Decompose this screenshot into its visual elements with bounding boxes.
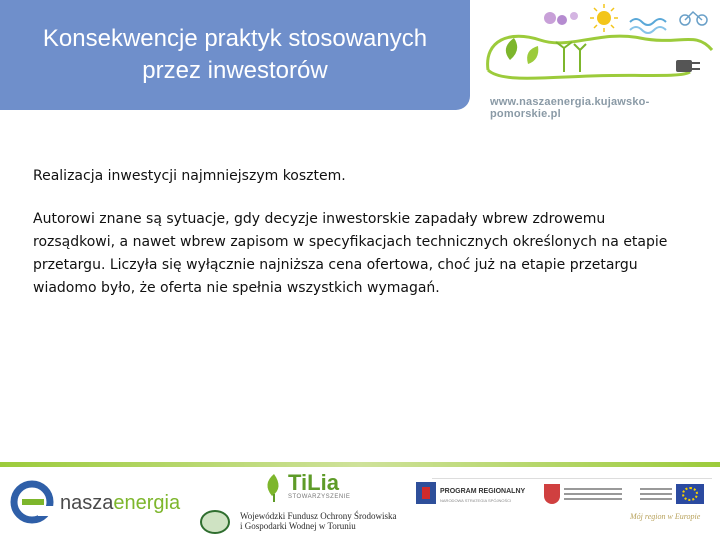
header-banner <box>480 0 720 118</box>
motto-text: Mój region w Europie <box>630 512 701 521</box>
eu-text <box>640 488 672 503</box>
logo-separator <box>432 478 712 479</box>
kujawsko-pomorskie-logo <box>544 484 624 506</box>
wfos-seal-icon <box>200 510 230 534</box>
leaf-icon <box>506 38 538 64</box>
footer-divider <box>0 462 720 467</box>
tilia-leaf-icon <box>262 472 286 502</box>
eu-logo <box>640 484 704 506</box>
nasza-energia-logo <box>8 478 198 528</box>
slide-title-line-1: Konsekwencje praktyk stosowanych <box>42 25 428 52</box>
nasza-energia-prefix: nasza <box>60 492 114 514</box>
coat-of-arms-icon <box>544 484 560 504</box>
tilia-subtitle: STOWARZYSZENIE <box>288 494 351 500</box>
body-heading: Realizacja inwestycji najmniejszym kosztem. <box>33 168 346 184</box>
program-regionalny-logo <box>416 482 526 508</box>
wfos-line-1: Wojewódzki Fundusz Ochrony Środowiska <box>240 511 397 521</box>
sun-icon <box>590 4 618 32</box>
wfos-line-2: i Gospodarki Wodnej w Toruniu <box>240 521 356 531</box>
eu-flag-icon <box>676 484 704 504</box>
wfos-text <box>240 511 397 531</box>
kujawsko-pomorskie-text <box>564 488 622 503</box>
tilia-logo <box>262 470 362 506</box>
nasza-energia-wordmark <box>60 492 180 515</box>
green-energy-illustration <box>480 0 720 96</box>
biomass-icon <box>544 12 578 25</box>
banner-url[interactable]: www.naszaenergia.kujawsko-pomorskie.pl <box>490 96 650 120</box>
body-paragraph: Autorowi znane są sytuacje, gdy decyzje inwestorskie zapadały wbrew zdrowemu rozsądkowi, a nawet wbrew zapisom w specyfikacjach technicznych określonych na etapie przetargu. Liczyła się wyłącznie najniższa cena ofertowa, choć już na etapie przetargu wiadomo było, że oferta nie spełnia wszystkich wymagań. <box>33 211 668 296</box>
nasza-energia-suffix: energia <box>113 492 181 514</box>
slide-title-line-2: przez inwestorów <box>142 57 328 84</box>
program-regionalny-label: PROGRAM REGIONALNY <box>440 488 526 495</box>
bicycle-icon <box>680 12 707 25</box>
plug-icon <box>676 60 700 72</box>
wfos-logo <box>200 508 400 534</box>
water-wave-icon <box>630 19 666 33</box>
program-regionalny-flag-icon <box>416 482 436 504</box>
slide-body <box>33 168 673 300</box>
tilia-name: TiLia <box>288 470 339 495</box>
wind-turbine-icon <box>556 42 586 72</box>
program-regionalny-subtitle: NARODOWA STRATEGIA SPÓJNOŚCI <box>440 498 512 503</box>
nasza-energia-e-icon <box>8 478 56 526</box>
slide-title <box>0 0 470 110</box>
